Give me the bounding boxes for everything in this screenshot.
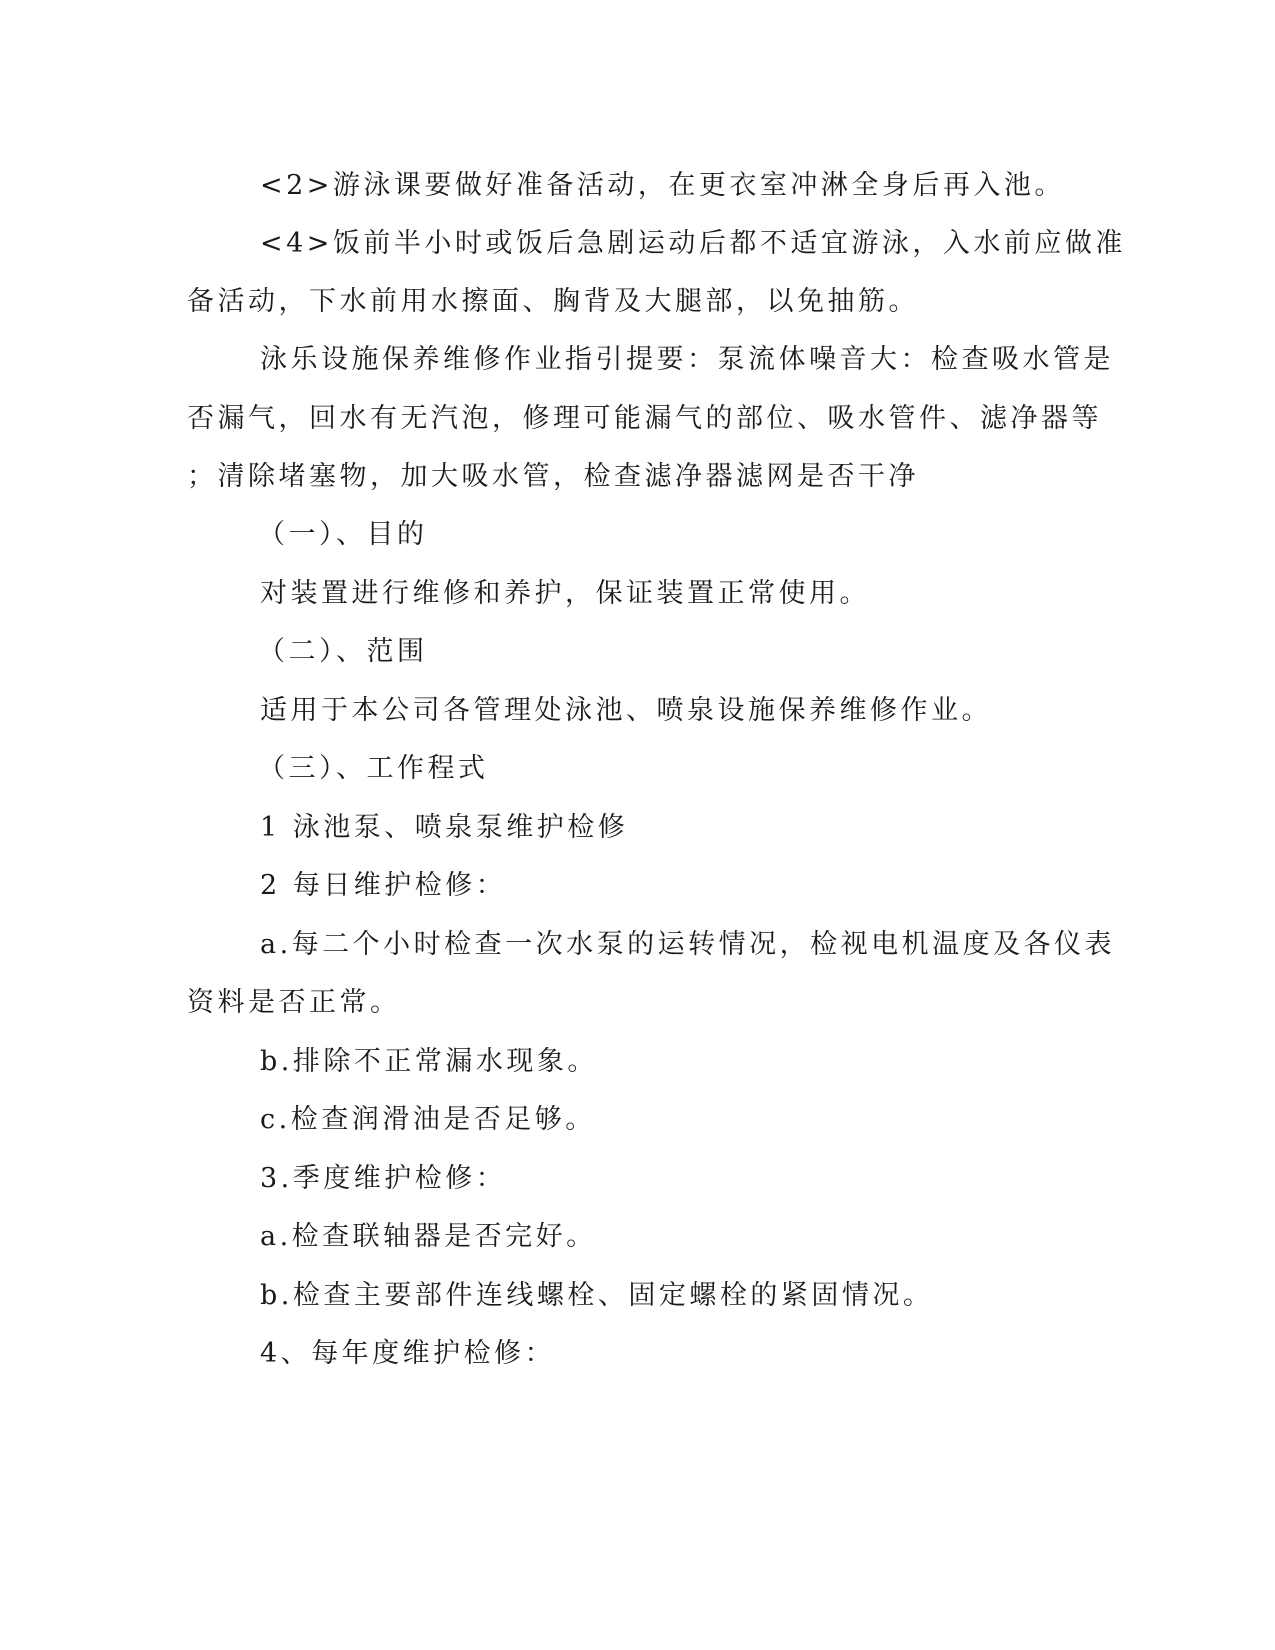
paragraph-guide-line1: 泳乐设施保养维修作业指引提要：泵流体噪音大：检查吸水管是: [260, 344, 1114, 375]
section-heading-scope: （二）、范围: [258, 636, 428, 667]
paragraph-meal-timing-line1: <4>饭前半小时或饭后急剧运动后都不适宜游泳，入水前应做准: [260, 228, 1126, 259]
list-item-daily-b: b.排除不正常漏水现象。: [260, 1046, 598, 1077]
list-item-daily-c: c.检查润滑油是否足够。: [260, 1104, 596, 1135]
list-item-quarterly-a: a.检查联轴器是否完好。: [260, 1221, 597, 1252]
paragraph-guide-line2: 否漏气，回水有无汽泡，修理可能漏气的部位、吸水管件、滤净器等: [187, 403, 1102, 434]
section-heading-procedure: （三）、工作程式: [258, 753, 489, 784]
paragraph-guide-line3: ；清除堵塞物，加大吸水管，检查滤净器滤网是否干净: [187, 461, 919, 492]
list-item-annual-maintenance: 4、每年度维护检修：: [260, 1338, 556, 1369]
list-item-daily-a-line1: a.每二个小时检查一次水泵的运转情况，检视电机温度及各仪表: [260, 929, 1116, 960]
paragraph-purpose: 对装置进行维修和养护，保证装置正常使用。: [260, 578, 870, 609]
paragraph-scope: 适用于本公司各管理处泳池、喷泉设施保养维修作业。: [260, 695, 992, 726]
paragraph-meal-timing-line2: 备活动，下水前用水擦面、胸背及大腿部，以免抽筋。: [187, 286, 919, 317]
list-item-daily-maintenance: 2 每日维护检修：: [260, 870, 507, 901]
list-item-quarterly-maintenance: 3.季度维护检修：: [260, 1163, 507, 1194]
paragraph-swimming-prep: <2>游泳课要做好准备活动，在更衣室冲淋全身后再入池。: [260, 170, 1065, 201]
list-item-daily-a-line2: 资料是否正常。: [187, 987, 401, 1018]
list-item-quarterly-b: b.检查主要部件连线螺栓、固定螺栓的紧固情况。: [260, 1280, 934, 1311]
section-heading-purpose: （一）、目的: [258, 519, 428, 550]
list-item-pump-maintenance: 1 泳池泵、喷泉泵维护检修: [260, 812, 629, 843]
